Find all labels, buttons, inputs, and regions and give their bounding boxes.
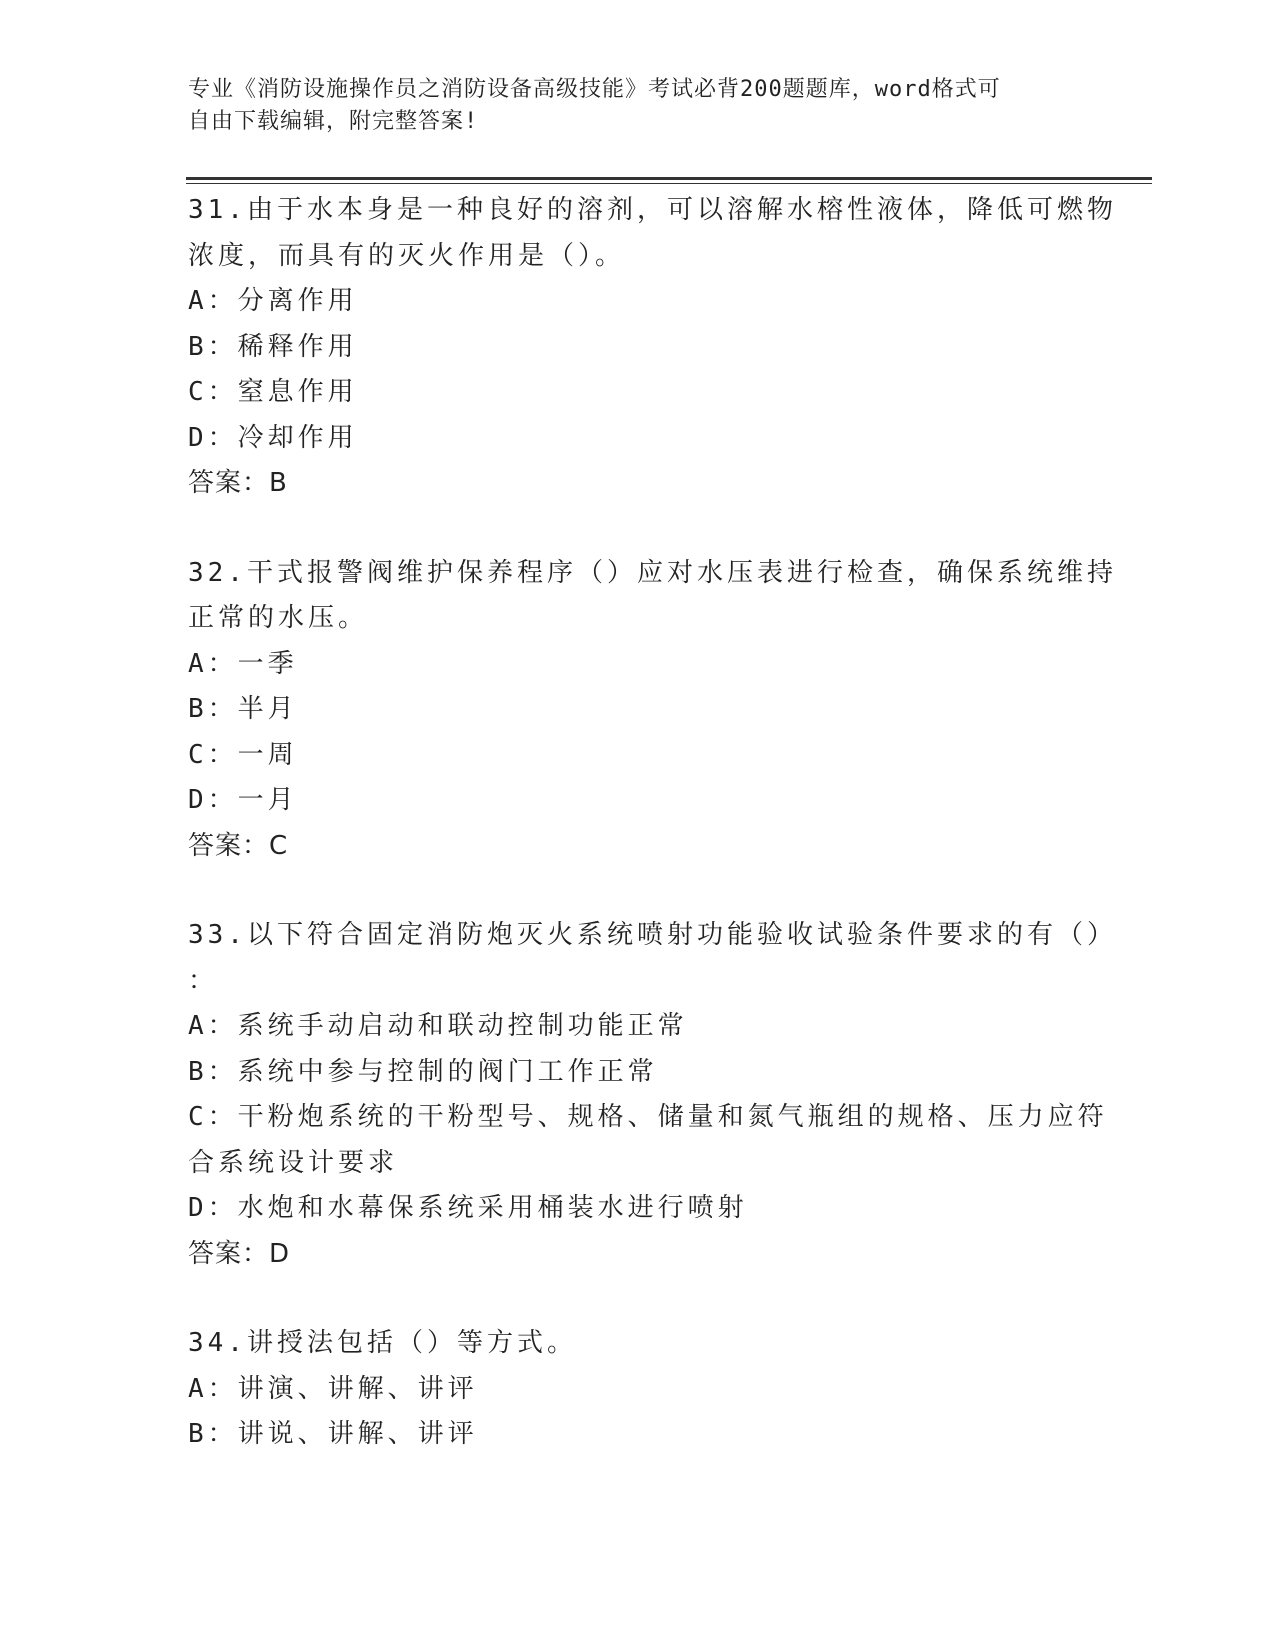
question-stem: ： bbox=[188, 965, 219, 996]
header-line-2: 自由下载编辑，附完整答案! bbox=[188, 109, 479, 134]
answer-option: A：系统手动启动和联动控制功能正常 bbox=[188, 1011, 688, 1041]
answer-option: 合系统设计要求 bbox=[188, 1147, 399, 1178]
header-rule-thin bbox=[186, 183, 1152, 184]
answer-option: A：分离作用 bbox=[188, 286, 358, 316]
question-block bbox=[188, 188, 1117, 507]
answer-option: B：系统中参与控制的阀门工作正常 bbox=[188, 1056, 658, 1087]
question-list bbox=[188, 188, 1117, 1502]
answer-option: A：讲演、讲解、讲评 bbox=[188, 1373, 478, 1404]
answer-option: D：冷却作用 bbox=[188, 422, 358, 453]
answer-key: 答案：D bbox=[188, 1238, 291, 1269]
header-rule-thick bbox=[186, 177, 1152, 180]
answer-option: B：稀释作用 bbox=[188, 331, 358, 362]
header-line-1: 专业《消防设施操作员之消防设备高级技能》考试必背200题题库，word格式可 bbox=[188, 77, 1001, 102]
answer-key: 答案：C bbox=[188, 830, 289, 861]
answer-option: A：一季 bbox=[188, 648, 298, 679]
answer-option: C：窒息作用 bbox=[188, 377, 358, 407]
answer-option: B：讲说、讲解、讲评 bbox=[188, 1419, 478, 1449]
question-block bbox=[188, 551, 1117, 870]
question-stem: 33.以下符合固定消防炮灭火系统喷射功能验收试验条件要求的有（） bbox=[188, 920, 1117, 950]
answer-option: D：水炮和水幕保系统采用桶装水进行喷射 bbox=[188, 1193, 748, 1223]
answer-key: 答案：B bbox=[188, 468, 288, 498]
question-stem: 浓度，而具有的灭火作用是（）。 bbox=[188, 240, 626, 271]
answer-option: C：干粉炮系统的干粉型号、规格、储量和氮气瓶组的规格、压力应符 bbox=[188, 1102, 1108, 1132]
question-block bbox=[188, 913, 1117, 1277]
question-block bbox=[188, 1321, 1088, 1458]
answer-option: B：半月 bbox=[188, 694, 298, 724]
answer-option: C：一周 bbox=[188, 739, 298, 770]
question-stem: 31.由于水本身是一种良好的溶剂，可以溶解水榕性液体，降低可燃物 bbox=[188, 195, 1117, 225]
question-stem: 34.讲授法包括（）等方式。 bbox=[188, 1328, 577, 1358]
question-stem: 正常的水压。 bbox=[188, 603, 369, 633]
answer-option: D：一月 bbox=[188, 785, 298, 815]
question-stem: 32.干式报警阀维护保养程序（）应对水压表进行检查，确保系统维持 bbox=[188, 557, 1117, 588]
document-header bbox=[188, 74, 1068, 138]
